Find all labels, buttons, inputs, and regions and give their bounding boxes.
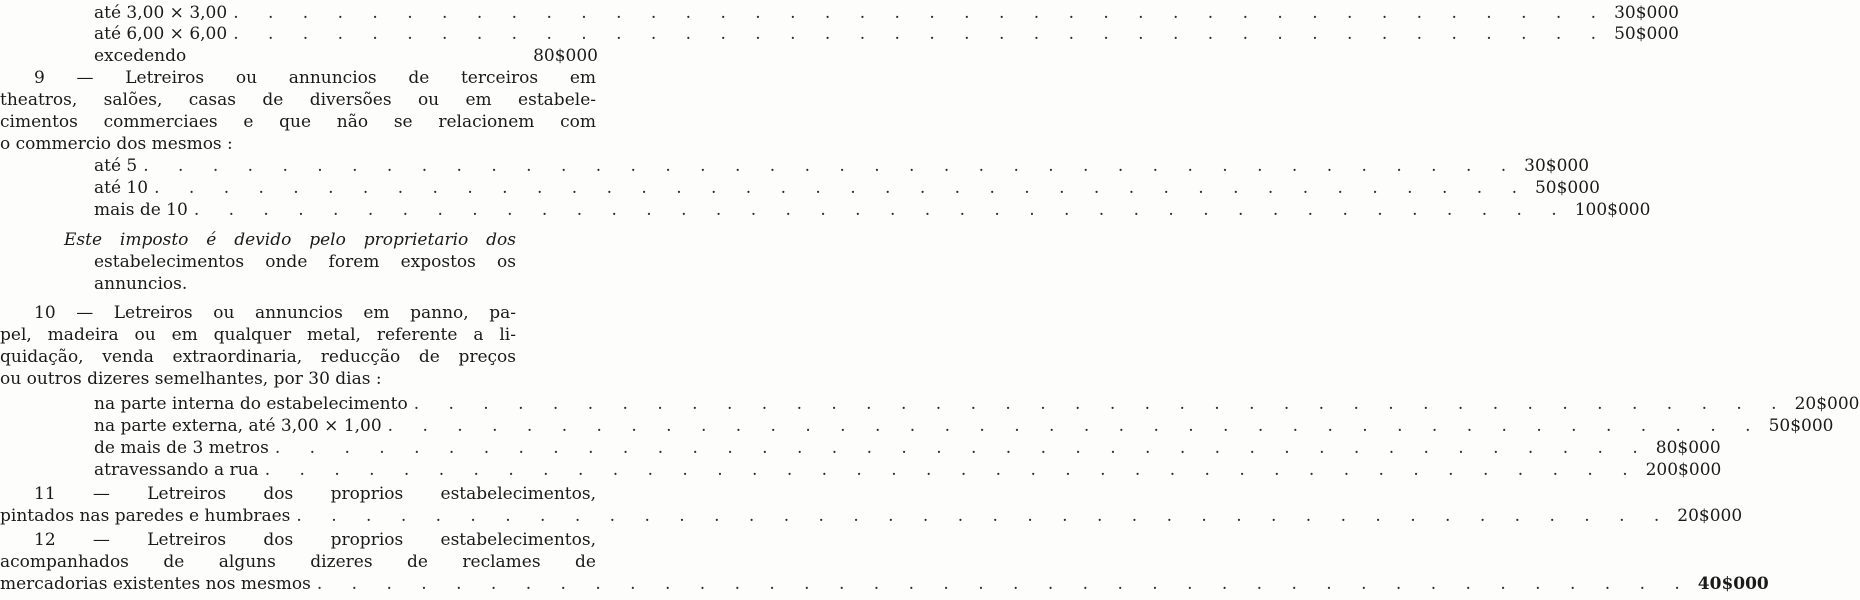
note-line: estabelecimentos onde forem expostos os xyxy=(94,252,516,272)
fee-row xyxy=(0,573,1769,595)
paragraph-line: ou outros dizeres semelhantes, por 30 dias : xyxy=(0,369,382,389)
dot-leader: . . . . . . . . . . . . . . . . . . . . . . . . . . . . . . . . . . . . . . . . xyxy=(413,394,1789,414)
fee-label: até 5 xyxy=(94,156,138,176)
fee-value: 80$000 xyxy=(533,46,598,66)
fee-value: 20$000 xyxy=(1677,506,1743,526)
fee-label: na parte interna do estabelecimento xyxy=(94,394,408,414)
paragraph-line: 10 — Letreiros ou annuncios em panno, pa- xyxy=(34,303,516,323)
dot-leader: . . . . . . . . . . . . . . . . . . . . . . . . . . . . . . . . . . . . . . . . xyxy=(154,178,1529,198)
paragraph-line: 9 — Letreiros ou annuncios de terceiros em xyxy=(34,68,596,88)
fee-row xyxy=(94,23,1679,45)
fee-value: 30$000 xyxy=(1524,156,1590,176)
fee-row xyxy=(94,2,1679,24)
dot-leader: . . . . . . . . . . . . . . . . . . . . . . . . . . . . . . . . . . . . . . . . xyxy=(296,506,1672,526)
fee-row xyxy=(94,177,1600,199)
fee-label: até 10 xyxy=(94,178,149,198)
fee-row xyxy=(0,505,1743,527)
fee-value: 50$000 xyxy=(1768,416,1834,436)
fee-label: atravessando a rua xyxy=(94,460,259,480)
fee-label: de mais de 3 metros xyxy=(94,438,269,458)
dot-leader: . . . . . . . . . . . . . . . . . . . . . . . . . . . . . . . . . . . . . . . . xyxy=(387,416,1763,436)
paragraph-line: o commercio dos mesmos : xyxy=(0,134,233,154)
dot-leader: . . . . . . . . . . . . . . . . . . . . . . . . . . . . . . . . . . . . . . . . xyxy=(264,460,1640,480)
dot-leader: . . . . . . . . . . . . . . . . . . . . . . . . . . . . . . . . . . . . . . . . xyxy=(233,24,1609,44)
fee-value: 200$000 xyxy=(1645,460,1722,480)
fee-label: até 6,00 ⨯ 6,00 xyxy=(94,24,228,44)
fee-row xyxy=(94,155,1590,177)
paragraph-line: cimentos commerciaes e que não se relacionem com xyxy=(0,112,596,132)
fee-value: 30$000 xyxy=(1614,3,1679,23)
paragraph-line: quidação, venda extraordinaria, reducção de preços xyxy=(0,347,516,367)
fee-label: na parte externa, até 3,00 ⨯ 1,00 xyxy=(94,416,382,436)
fee-value: 100$000 xyxy=(1574,200,1651,220)
dot-leader: . . . . . . . . . . . . . . . . . . . . . . . . . . . . . . . . . . . . . . . . xyxy=(143,156,1519,176)
fee-label: excedendo xyxy=(94,46,187,66)
paragraph-line: theatros, salões, casas de diversões ou em estabele- xyxy=(0,90,596,110)
dot-leader: . . . . . . . . . . . . . . . . . . . . . . . . . . . . . . . . . . . . . . . . xyxy=(233,3,1609,23)
fee-label: mercadorias existentes nos mesmos xyxy=(0,574,311,594)
fee-row xyxy=(94,199,1651,221)
fee-row xyxy=(94,437,1721,459)
note-line: Este imposto é devido pelo proprietario dos xyxy=(64,230,516,250)
fee-row xyxy=(94,45,598,67)
fee-label: até 3,00 ⨯ 3,00 xyxy=(94,3,228,23)
paragraph-line: 12 — Letreiros dos proprios estabelecimentos, xyxy=(34,530,596,550)
fee-label: mais de 10 xyxy=(94,200,188,220)
fee-row xyxy=(94,459,1722,481)
dot-leader: . . . . . . . . . . . . . . . . . . . . . . . . . . . . . . . . . . . . . . . . xyxy=(193,200,1569,220)
fee-value: 50$000 xyxy=(1614,24,1679,44)
note-line: annuncios. xyxy=(94,274,188,294)
fee-row xyxy=(94,393,1860,415)
fee-value: 40$000 xyxy=(1697,574,1769,594)
paragraph-line: pel, madeira ou em qualquer metal, referente a li- xyxy=(0,325,516,345)
fee-row xyxy=(94,415,1834,437)
dot-leader: . . . . . . . . . . . . . . . . . . . . . . . . . . . . . . . . . . . . . . . . xyxy=(316,574,1692,594)
fee-value: 20$000 xyxy=(1794,394,1860,414)
fee-label: pintados nas paredes e humbraes xyxy=(0,506,291,526)
paragraph-line: 11 — Letreiros dos proprios estabelecimentos, xyxy=(34,484,596,504)
dot-leader: . . . . . . . . . . . . . . . . . . . . . . . . . . . . . . . . . . . . . . . . xyxy=(274,438,1650,458)
paragraph-line: acompanhados de alguns dizeres de reclames de xyxy=(0,552,596,572)
fee-value: 80$000 xyxy=(1655,438,1721,458)
fee-value: 50$000 xyxy=(1534,178,1600,198)
